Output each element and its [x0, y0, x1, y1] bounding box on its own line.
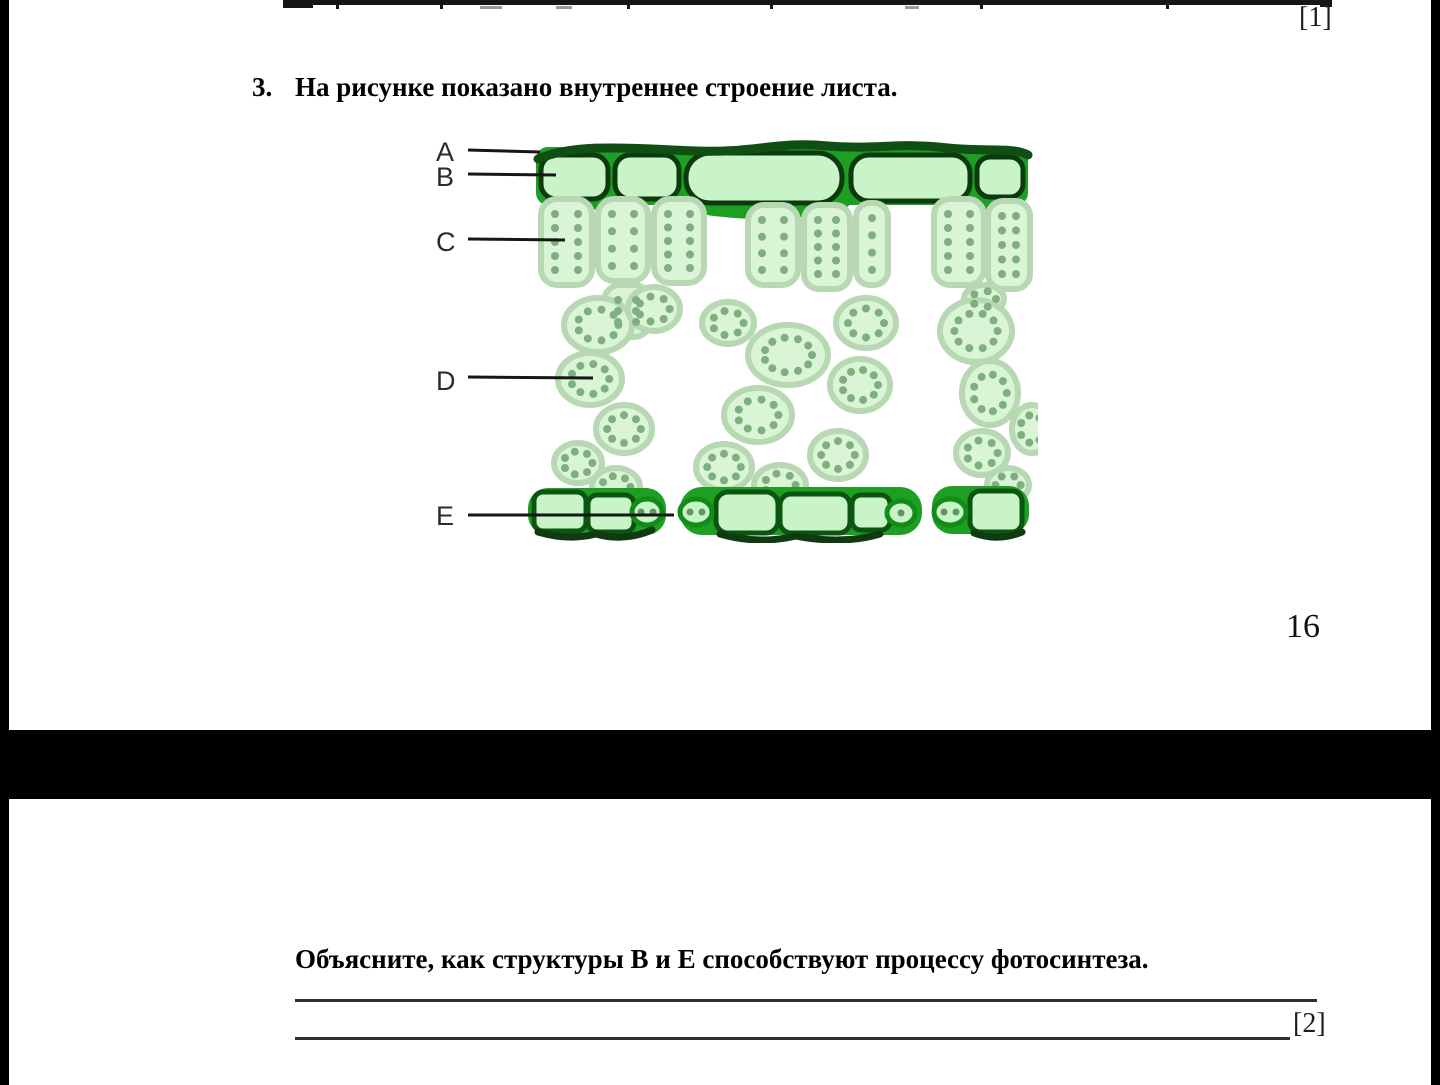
label-e: E	[436, 501, 455, 531]
table-column-divider	[440, 0, 443, 9]
label-line-a	[468, 150, 540, 152]
leaf-diagram	[428, 133, 1038, 543]
scan-smudge	[480, 6, 502, 9]
spongy-mesophyll-layer	[554, 285, 1038, 506]
marks-badge-1: [1]	[1299, 2, 1332, 33]
label-a: A	[436, 137, 455, 167]
scan-smudge	[556, 6, 572, 9]
leaf-cross-section-figure	[428, 133, 1038, 543]
scan-smudge	[905, 6, 919, 9]
question-number: 3.	[252, 72, 273, 102]
label-d: D	[436, 366, 456, 396]
stoma	[934, 499, 966, 525]
table-column-divider	[627, 0, 630, 9]
answer-line-1	[295, 999, 1317, 1002]
stoma	[680, 499, 712, 525]
answer-line-2	[295, 1037, 1290, 1040]
table-column-divider	[980, 0, 983, 9]
page-break-band	[0, 730, 1440, 799]
label-line-c	[468, 239, 565, 240]
label-b: B	[436, 162, 455, 192]
stoma	[632, 499, 662, 525]
page-number: 16	[1286, 608, 1320, 645]
label-line-b	[468, 174, 556, 175]
page-edge-right	[1431, 0, 1440, 1085]
marks-badge-2: [2]	[1293, 1008, 1326, 1039]
table-column-divider	[1166, 0, 1169, 9]
bottom-question-text: Объясните, как структуры B и E способствуют процессу фотосинтеза.	[295, 944, 1149, 974]
page-edge-left	[0, 0, 9, 1085]
label-line-d	[468, 377, 593, 378]
table-column-divider	[770, 0, 773, 9]
question-text: На рисунке показано внутреннее строение листа.	[295, 72, 898, 102]
lower-epidermis-layer	[528, 486, 1029, 540]
table-column-divider	[336, 0, 339, 9]
label-c: C	[436, 227, 456, 257]
table-border-segment	[283, 0, 313, 8]
